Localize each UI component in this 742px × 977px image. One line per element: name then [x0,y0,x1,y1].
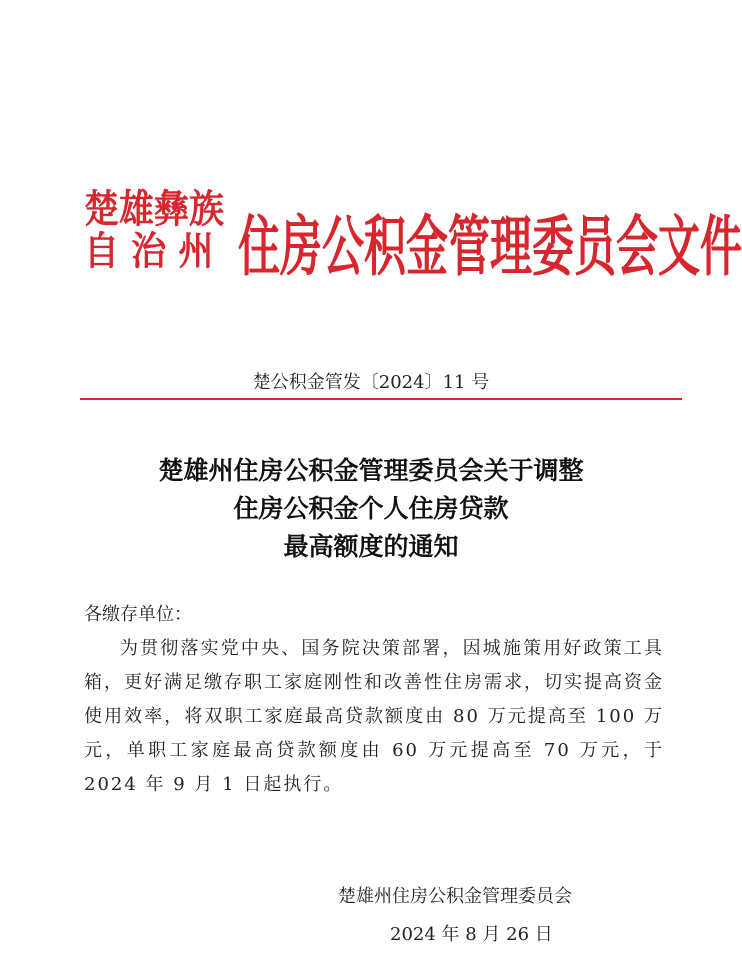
signature-organization: 楚雄州住房公积金管理委员会 [338,886,572,907]
document-header [0,178,742,285]
issuer-prefix [84,188,234,272]
salutation: 各缴存单位： [84,604,192,625]
document-number: 楚公积金管发〔2024〕11 号 [252,372,490,393]
notice-title-line-2: 住房公积金个人住房贷款 [233,494,509,523]
issuer-prefix-text-1: 楚雄彝族 [84,186,225,232]
issuer-prefix-line-2 [84,230,234,272]
notice-title-line-3: 最高额度的通知 [283,532,459,561]
notice-body [84,598,664,802]
red-divider-line [80,398,682,400]
signature-block [300,878,700,954]
signature-date: 2024 年 8 月 26 日 [390,924,553,945]
issuer-prefix-line-1 [84,188,234,230]
body-paragraph: 为贯彻落实党中央、国务院决策部署，因城施策用好政策工具箱，更好满足缴存职工家庭刚性和改善性住房需求，切实提高资金使用效率，将双职工家庭最高贷款额度由 80 万元提高至 100 万元，单职工家庭最高贷款额度由 60 万元提高至 70 万元，于 2024 年 9 月 1 日起执行。 [84,638,664,795]
issuer-main-title: 住房公积金管理委员会文件 [238,208,742,285]
issuer-prefix-text-2: 自 治 州 [84,228,214,274]
notice-title [0,452,742,566]
notice-title-line-1: 楚雄州住房公积金管理委员会关于调整 [158,456,584,485]
